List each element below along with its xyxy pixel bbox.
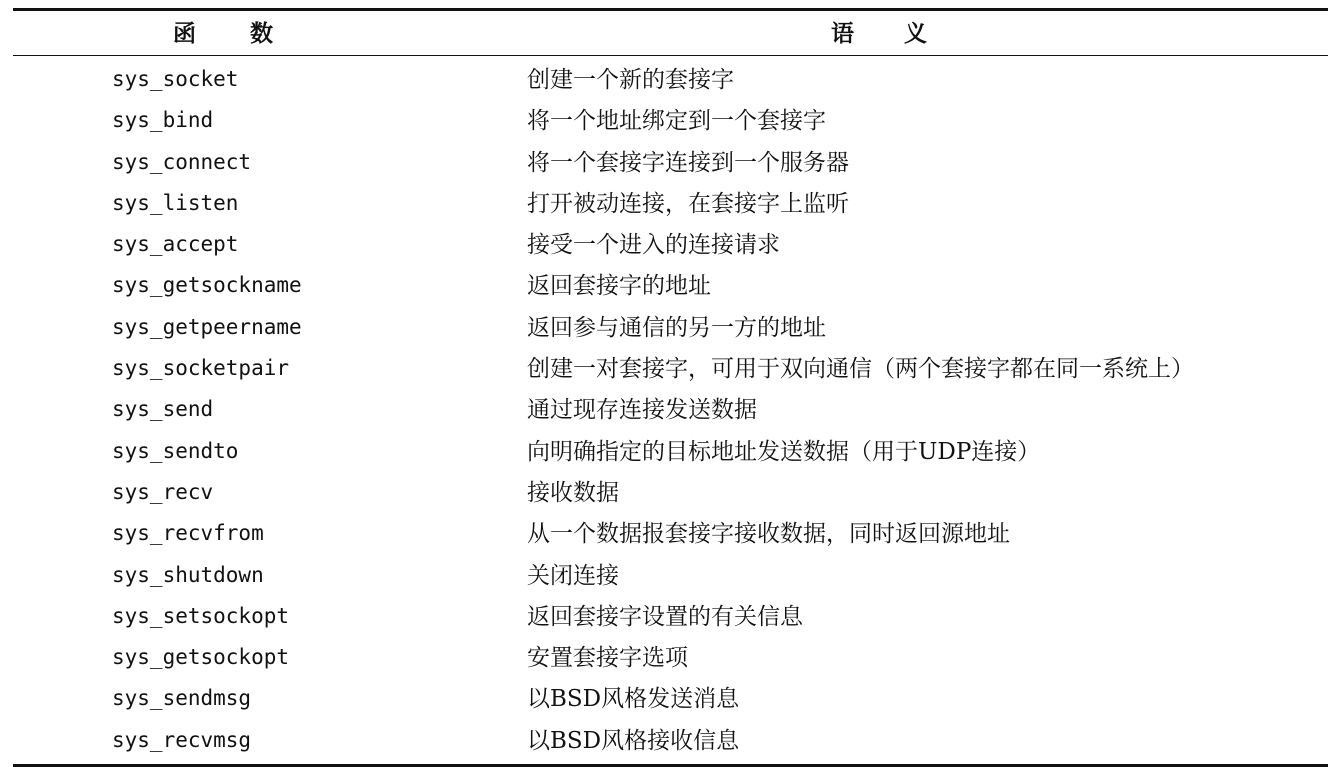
function-description: 创建一对套接字，可用于双向通信（两个套接字都在同一系统上） xyxy=(527,356,1194,383)
table-row xyxy=(13,142,1328,183)
table-row xyxy=(13,183,1328,224)
table-row xyxy=(13,678,1328,719)
table-row xyxy=(13,555,1328,596)
function-description: 向明确指定的目标地址发送数据（用于UDP连接） xyxy=(527,438,1041,465)
function-name: sys_getpeername xyxy=(112,314,302,339)
function-description: 打开被动连接，在套接字上监听 xyxy=(527,190,849,217)
function-description: 以BSD风格发送消息 xyxy=(527,686,740,713)
function-description: 将一个地址绑定到一个套接字 xyxy=(527,108,826,135)
function-name: sys_getsockname xyxy=(112,273,302,298)
function-name: sys_connect xyxy=(112,149,252,174)
function-description: 从一个数据报套接字接收数据，同时返回源地址 xyxy=(527,521,1010,548)
syscall-table xyxy=(13,8,1328,767)
function-name: sys_setsockopt xyxy=(112,603,290,628)
table-row xyxy=(13,224,1328,265)
function-name: sys_recvfrom xyxy=(112,521,264,546)
table-row xyxy=(13,307,1328,348)
header-semantics xyxy=(831,11,927,55)
function-name: sys_getsockopt xyxy=(112,645,290,670)
function-description: 关闭连接 xyxy=(527,562,619,589)
function-name: sys_recvmsg xyxy=(112,727,252,752)
function-name: sys_bind xyxy=(112,108,214,133)
function-description: 返回套接字设置的有关信息 xyxy=(527,603,803,630)
function-description: 返回套接字的地址 xyxy=(527,273,711,300)
header-function xyxy=(173,11,273,55)
function-name: sys_socketpair xyxy=(112,356,290,381)
function-description: 通过现存连接发送数据 xyxy=(527,397,757,424)
function-description: 创建一个新的套接字 xyxy=(527,67,734,93)
header-semantics-char-2: 义 xyxy=(904,21,927,47)
function-name: sys_listen xyxy=(112,190,239,215)
function-name: sys_accept xyxy=(112,232,239,257)
function-name: sys_sendmsg xyxy=(112,686,252,711)
header-function-char-2: 数 xyxy=(250,21,273,47)
table-row xyxy=(13,348,1328,389)
function-name: sys_send xyxy=(112,397,214,422)
table-row xyxy=(13,472,1328,513)
header-semantics-char-1: 语 xyxy=(831,21,854,47)
table-row xyxy=(13,431,1328,472)
table-row xyxy=(13,100,1328,141)
header-function-char-1: 函 xyxy=(173,21,196,47)
table-header xyxy=(13,11,1328,55)
function-name: sys_sendto xyxy=(112,438,239,463)
function-description: 返回参与通信的另一方的地址 xyxy=(527,314,826,341)
table-row xyxy=(13,265,1328,306)
function-description: 安置套接字选项 xyxy=(527,645,688,672)
table-row xyxy=(13,59,1328,100)
function-name: sys_socket xyxy=(112,67,239,91)
function-name: sys_shutdown xyxy=(112,562,264,587)
table-row xyxy=(13,389,1328,430)
table-body xyxy=(13,56,1328,764)
function-description: 将一个套接字连接到一个服务器 xyxy=(527,149,849,176)
table-row xyxy=(13,596,1328,637)
function-description: 以BSD风格接收信息 xyxy=(527,727,740,754)
function-description: 接受一个进入的连接请求 xyxy=(527,232,780,259)
table-row xyxy=(13,637,1328,678)
function-description: 接收数据 xyxy=(527,479,619,506)
table-row xyxy=(13,513,1328,554)
function-name: sys_recv xyxy=(112,479,214,504)
table-row xyxy=(13,720,1328,761)
